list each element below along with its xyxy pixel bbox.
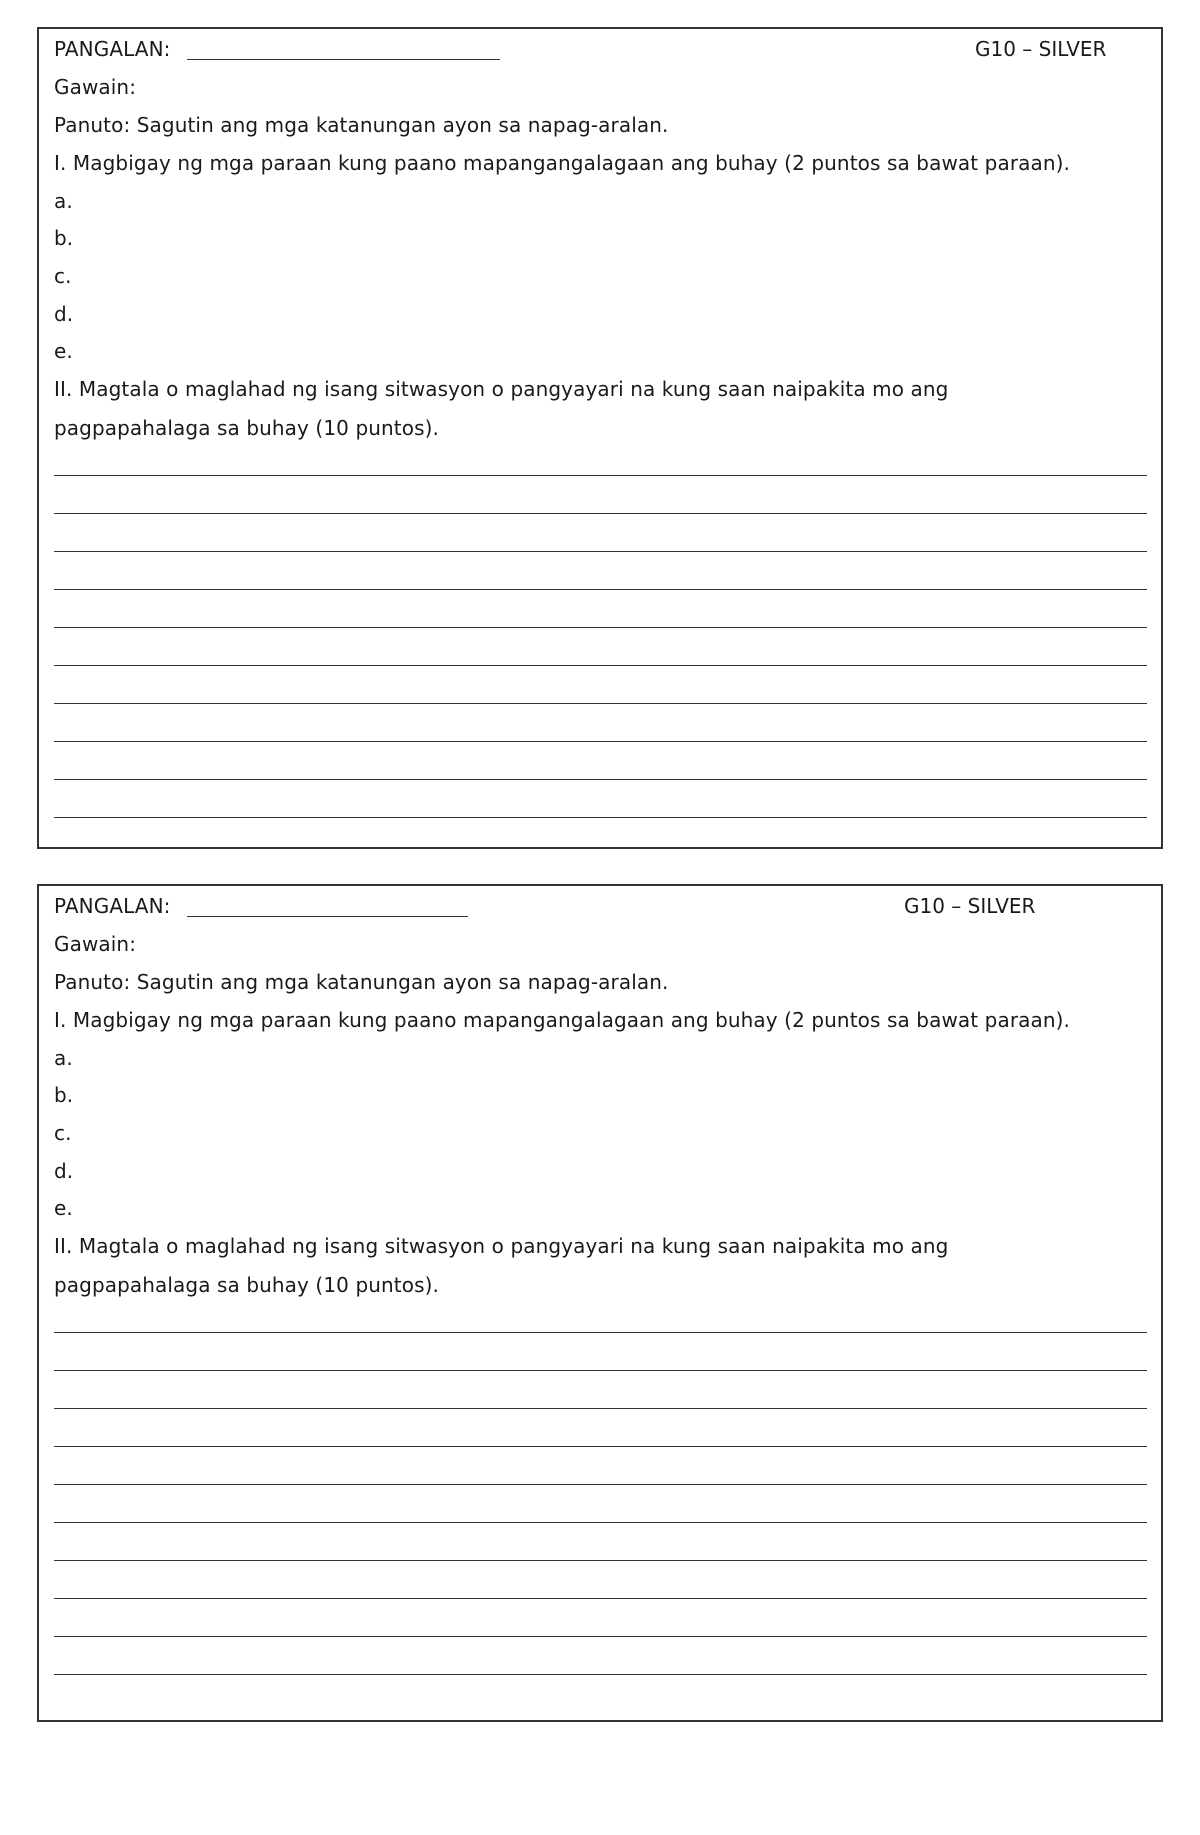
worksheet-card-2: [37, 884, 1163, 1722]
answer-line[interactable]: [54, 1674, 1147, 1675]
answer-item-a: a.: [54, 1046, 73, 1070]
part-two-question-line-2: pagpapahalaga sa buhay (10 puntos).: [54, 416, 439, 440]
answer-item-d: d.: [54, 1159, 74, 1183]
instructions: Panuto: Sagutin ang mga katanungan ayon sa napag-aralan.: [54, 113, 669, 137]
answer-line[interactable]: [54, 551, 1147, 552]
name-blank[interactable]: [187, 916, 468, 917]
worksheet-card-1: [37, 27, 1163, 849]
answer-item-d: d.: [54, 302, 74, 326]
activity-label: Gawain:: [54, 932, 137, 956]
part-two-question-line-1: II. Magtala o maglahad ng isang sitwasyon o pangyayari na kung saan naipakita mo ang: [54, 377, 949, 401]
answer-line[interactable]: [54, 1332, 1147, 1333]
name-label: PANGALAN:: [54, 37, 171, 61]
answer-item-e: e.: [54, 1196, 73, 1220]
answer-line[interactable]: [54, 665, 1147, 666]
name-blank[interactable]: [187, 59, 500, 60]
answer-line[interactable]: [54, 1522, 1147, 1523]
grade-section: G10 – SILVER: [904, 894, 1036, 918]
grade-section: G10 – SILVER: [975, 37, 1107, 61]
answer-item-c: c.: [54, 264, 72, 288]
part-one-question: I. Magbigay ng mga paraan kung paano mapangangalagaan ang buhay (2 puntos sa bawat paraan).: [54, 151, 1070, 175]
answer-line[interactable]: [54, 779, 1147, 780]
answer-line[interactable]: [54, 627, 1147, 628]
name-label: PANGALAN:: [54, 894, 171, 918]
answer-line[interactable]: [54, 1370, 1147, 1371]
answer-line[interactable]: [54, 513, 1147, 514]
part-two-question-line-2: pagpapahalaga sa buhay (10 puntos).: [54, 1273, 439, 1297]
answer-item-b: b.: [54, 226, 74, 250]
answer-line[interactable]: [54, 741, 1147, 742]
part-two-question-line-1: II. Magtala o maglahad ng isang sitwasyon o pangyayari na kung saan naipakita mo ang: [54, 1234, 949, 1258]
answer-item-b: b.: [54, 1083, 74, 1107]
answer-line[interactable]: [54, 1484, 1147, 1485]
instructions: Panuto: Sagutin ang mga katanungan ayon sa napag-aralan.: [54, 970, 669, 994]
activity-label: Gawain:: [54, 75, 137, 99]
answer-item-a: a.: [54, 189, 73, 213]
answer-item-c: c.: [54, 1121, 72, 1145]
part-one-question: I. Magbigay ng mga paraan kung paano mapangangalagaan ang buhay (2 puntos sa bawat paraan).: [54, 1008, 1070, 1032]
answer-line[interactable]: [54, 817, 1147, 818]
answer-line[interactable]: [54, 1636, 1147, 1637]
answer-line[interactable]: [54, 1560, 1147, 1561]
answer-line[interactable]: [54, 1408, 1147, 1409]
answer-item-e: e.: [54, 339, 73, 363]
answer-line[interactable]: [54, 703, 1147, 704]
answer-line[interactable]: [54, 589, 1147, 590]
answer-line[interactable]: [54, 1598, 1147, 1599]
answer-line[interactable]: [54, 475, 1147, 476]
answer-line[interactable]: [54, 1446, 1147, 1447]
